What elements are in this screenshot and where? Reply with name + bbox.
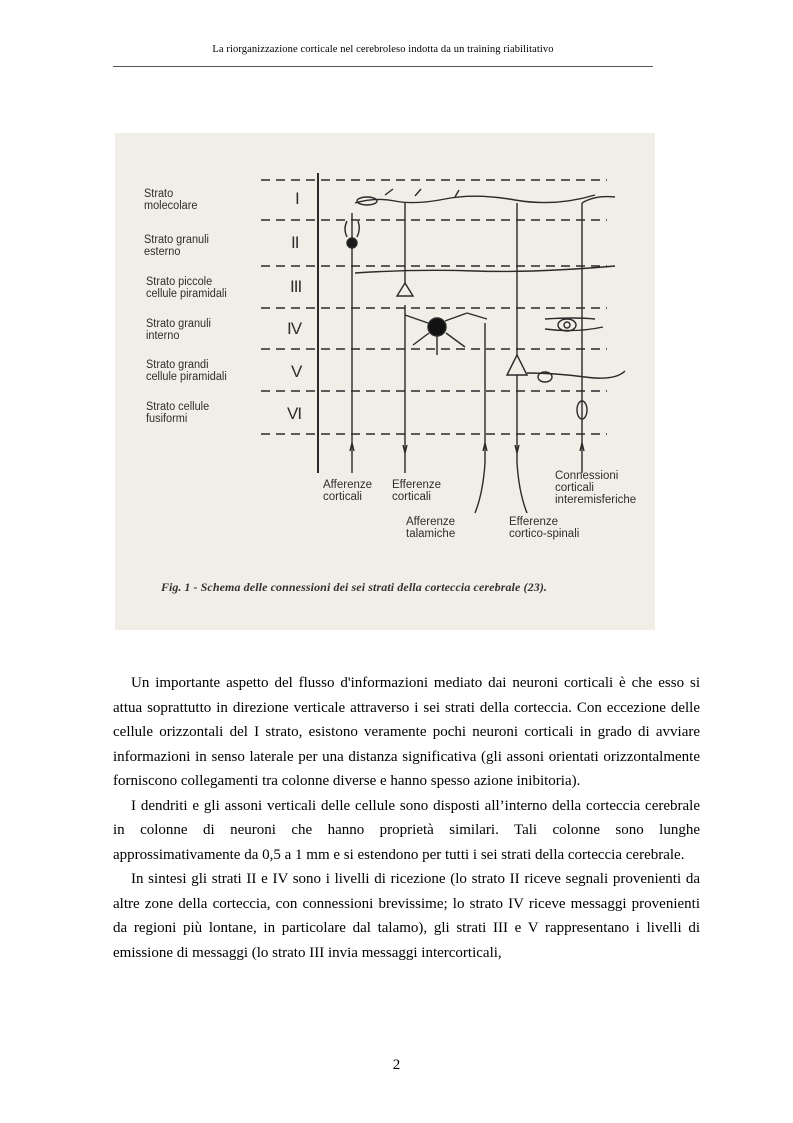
layer-label-6: Strato cellule fusiformi xyxy=(146,401,210,425)
layer-numeral-6: VI xyxy=(287,404,302,423)
body-text xyxy=(113,671,700,965)
layer-numeral-3: III xyxy=(290,277,302,296)
caption-label: Fig. 1 xyxy=(161,580,191,594)
header-rule xyxy=(113,66,653,67)
layer-numeral-4: IV xyxy=(287,319,302,338)
layer-label-3: Strato piccole cellule piramidali xyxy=(146,276,227,300)
layer-label-4: Strato granuli interno xyxy=(146,318,211,342)
layer-numeral-5: V xyxy=(291,362,302,381)
label-afferenze-talamiche: Afferenze talamiche xyxy=(406,516,456,540)
label-afferenze-corticali: Afferenze corticali xyxy=(323,479,373,503)
label-efferenze-cortico-spinali: Efferenze cortico-spinali xyxy=(509,516,580,540)
caption-text: - Schema delle connessioni dei sei strati della corteccia cerebrale (23). xyxy=(190,580,548,594)
layer-label-2: Strato granuli esterno xyxy=(144,234,209,258)
layer-boundaries xyxy=(261,180,607,434)
page-number: 2 xyxy=(392,1057,401,1073)
paragraph: Un importante aspetto del flusso d'informazioni mediato dai neuroni corticali è che esso si attua soprattutto in direzione verticale attraverso i sei strati della corteccia. Con eccezione delle cellule orizzontali del I strato, esistono veramente pochi neuroni corticali in grado di avviare informazioni in senso laterale per una distanza significativa (gli assoni orientati orizzontalmente forniscono collegamenti tra colonne diverse e hanno spesso azione inibitoria). xyxy=(113,675,700,789)
paragraph: In sintesi gli strati II e IV sono i livelli di ricezione (lo strato II riceve segnali provenienti da altre zone della corteccia, con connessioni brevissime; lo strato IV riceve messaggi provenienti da regioni più lontane, in particolare dal talamo), gli strati III e V rappresentano i livelli di emissione di messaggi (lo strato III invia messaggi intercorticali, xyxy=(113,871,700,961)
layer-label-1: Strato molecolare xyxy=(144,188,198,212)
layer-label-5: Strato grandi cellule piramidali xyxy=(146,359,227,383)
layer-numeral-1: I xyxy=(295,189,299,208)
label-connessioni-interemisferiche: Connessioni corticali interemisferiche xyxy=(555,470,637,506)
paragraph: I dendriti e gli assoni verticali delle cellule sono disposti all’interno della corteccia cerebrale in colonne di neuroni che hanno proprietà similari. Tali colonne sono lunghe approssimativamente da 0,5 a 1 mm e si estendono per tutti i sei strati della corteccia cerebrale. xyxy=(113,797,700,863)
running-header: La riorganizzazione corticale nel cerebroleso indotta da un training riabilitativo xyxy=(212,44,554,55)
layer-numeral-2: II xyxy=(291,233,299,252)
figure-caption xyxy=(161,580,547,595)
label-efferenze-corticali: Efferenze corticali xyxy=(392,479,442,503)
figure-cortex-layers xyxy=(115,133,655,630)
